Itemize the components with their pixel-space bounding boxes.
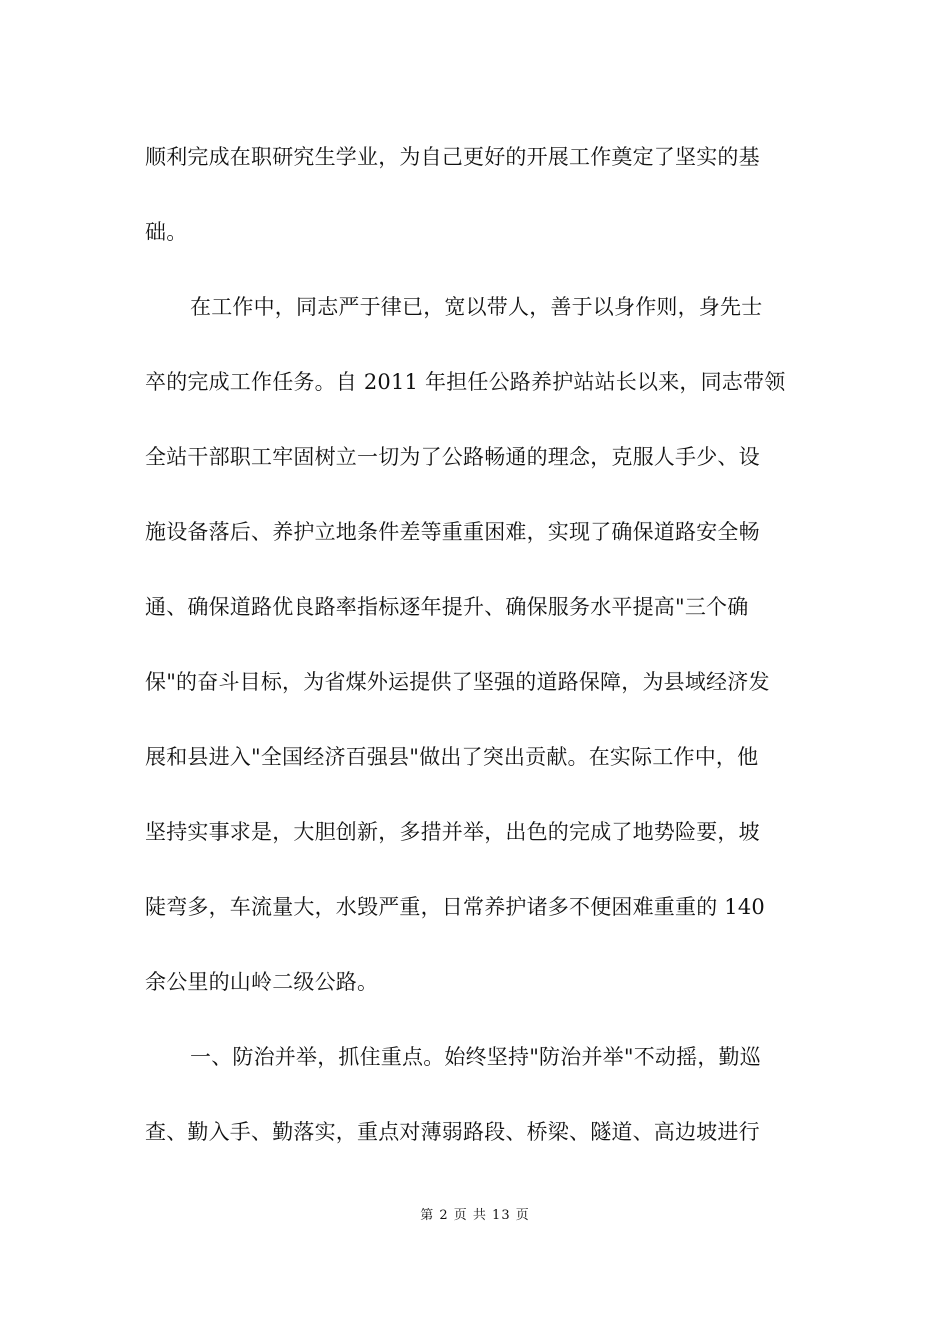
- paragraph-line: 卒的完成工作任务。自 2011 年担任公路养护站站长以来，同志带领: [145, 370, 786, 394]
- page-number-footer: 第 2 页 共 13 页: [420, 1208, 530, 1223]
- paragraph-line: 通、确保道路优良路率指标逐年提升、确保服务水平提高"三个确: [145, 595, 749, 619]
- paragraph-line: 余公里的山岭二级公路。: [145, 970, 379, 994]
- paragraph-line: 坚持实事求是，大胆创新，多措并举，出色的完成了地势险要，坡: [145, 820, 760, 844]
- paragraph-line: 一、防治并举，抓住重点。始终坚持"防治并举"不动摇，勤巡: [190, 1045, 761, 1069]
- paragraph-line: 施设备落后、养护立地条件差等重重困难，实现了确保道路安全畅: [145, 520, 760, 544]
- paragraph-line: 查、勤入手、勤落实，重点对薄弱路段、桥梁、隧道、高边坡进行: [145, 1120, 760, 1144]
- paragraph-line: 础。: [145, 220, 188, 244]
- paragraph-line: 保"的奋斗目标，为省煤外运提供了坚强的道路保障，为县域经济发: [145, 670, 770, 694]
- paragraph-line: 在工作中，同志严于律已，宽以带人，善于以身作则，身先士: [190, 295, 763, 319]
- paragraph-line: 全站干部职工牢固树立一切为了公路畅通的理念，克服人手少、设: [145, 445, 760, 469]
- paragraph-line: 展和县进入"全国经济百强县"做出了突出贡献。在实际工作中，他: [145, 745, 759, 769]
- paragraph-line: 陡弯多，车流量大，水毁严重，日常养护诸多不便困难重重的 140: [145, 895, 765, 919]
- paragraph-line: 顺利完成在职研究生学业，为自己更好的开展工作奠定了坚实的基: [145, 145, 760, 169]
